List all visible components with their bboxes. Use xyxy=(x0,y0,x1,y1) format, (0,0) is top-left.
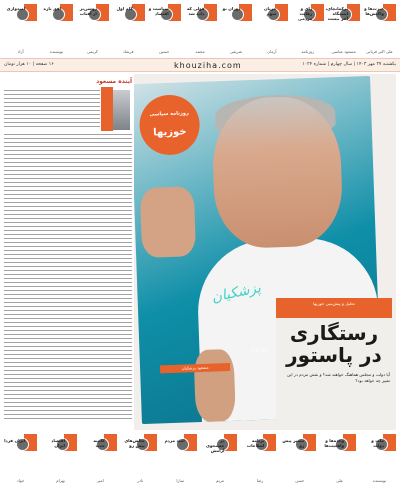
teaser-title: قولی که داده شد xyxy=(186,6,205,16)
issue-info: ۱۶ صفحه | ۱۰ هزار تومان xyxy=(4,62,54,67)
column-teaser[interactable] xyxy=(282,432,317,489)
poster-name-tag: مسعود پزشکیان xyxy=(160,363,230,373)
teaser-title: اقتصاد ایران xyxy=(51,438,65,448)
teaser-author: جواد xyxy=(16,478,25,483)
teaser-author: شریفی xyxy=(229,49,242,54)
teaser-author: فرشاد xyxy=(123,49,134,54)
poster-signature: پزشکیان xyxy=(210,279,263,306)
teaser-title: مسیر پیش رو xyxy=(282,438,305,448)
teaser-author: حسن xyxy=(295,478,305,483)
teaser-title: افق تازه xyxy=(43,6,61,11)
column-badge xyxy=(101,87,113,131)
column-teaser[interactable] xyxy=(75,2,110,57)
column-teaser[interactable] xyxy=(203,432,238,489)
main-headline[interactable]: رستگاری در پاستور xyxy=(286,321,382,367)
teaser-author: نویسنده xyxy=(372,478,387,483)
teaser-author: محمد xyxy=(195,49,205,54)
poster-face xyxy=(211,95,344,249)
teaser-title: وعده‌ها و واقعیت‌ها xyxy=(324,438,345,448)
teaser-title: روشن‌تر از آفتاب xyxy=(79,6,97,16)
teaser-author: نادر xyxy=(137,478,144,483)
teaser-author: آرمان xyxy=(267,49,277,54)
teaser-author: علی xyxy=(336,478,344,483)
column-teaser[interactable] xyxy=(322,432,357,489)
column-teaser[interactable] xyxy=(83,432,118,489)
column-teaser[interactable] xyxy=(218,2,253,57)
poster-hand-left xyxy=(140,186,196,258)
article-body-text xyxy=(4,134,132,422)
column-title: آینده مسعود xyxy=(96,78,132,85)
column-teaser[interactable] xyxy=(39,2,74,57)
poster-hand-right xyxy=(193,349,235,422)
teaser-title: سیاست و اقتصاد xyxy=(148,6,169,16)
top-columns-strip xyxy=(0,2,400,57)
author-portrait xyxy=(104,90,130,130)
teaser-title: رای و رقابت مردمی xyxy=(298,6,313,21)
lead-article-column xyxy=(4,78,132,428)
column-teaser[interactable] xyxy=(43,432,78,489)
main-headline-box[interactable] xyxy=(276,298,392,426)
teaser-author: امیر xyxy=(97,478,104,483)
cover-feature xyxy=(134,74,396,430)
column-teaser[interactable] xyxy=(183,2,218,57)
column-teaser[interactable] xyxy=(326,2,361,57)
bottom-columns-strip xyxy=(0,432,400,489)
issue-date: یکشنبه ۲۷ مهر ۱۴۰۳ | سال چهارم | شماره ۱۰۲۴ xyxy=(302,62,396,67)
teaser-author: حسین xyxy=(159,49,170,54)
logo-tagline: روزنامه سیاسی xyxy=(149,110,189,118)
column-teaser[interactable] xyxy=(362,432,397,489)
teaser-title: ترکمانچای، ایستگاه آخر نیست xyxy=(325,6,349,21)
poster-signature-sub: برای ایران xyxy=(249,347,270,354)
site-link[interactable]: khouziha.com xyxy=(174,61,242,70)
column-teaser[interactable] xyxy=(111,2,146,57)
teaser-author: مسعود عباسی xyxy=(331,49,356,54)
column-teaser[interactable] xyxy=(242,432,277,489)
teaser-title: عبرت‌ها و واکنش‌ها xyxy=(364,6,384,16)
column-teaser[interactable] xyxy=(254,2,289,57)
column-teaser[interactable] xyxy=(3,2,38,57)
teaser-title: کابینه جدید xyxy=(93,438,105,448)
teaser-author: نویسنده xyxy=(49,49,64,54)
teaser-title: در جستجوی آرامش xyxy=(206,438,225,453)
intro-text-block xyxy=(4,90,100,130)
teaser-title: امید مردم xyxy=(164,438,185,443)
newspaper-logo xyxy=(139,94,201,156)
column-teaser[interactable] xyxy=(290,2,325,57)
teaser-author: بهرام xyxy=(56,478,65,483)
teaser-title: جریان سوم xyxy=(263,6,277,16)
teaser-author: سارا xyxy=(176,478,184,483)
column-teaser[interactable] xyxy=(362,2,397,57)
teaser-author: مریم xyxy=(215,478,225,483)
teaser-author: کریمی xyxy=(86,49,98,54)
teaser-author: علی اکبر قربانی xyxy=(366,49,393,54)
teaser-title: امیدواری xyxy=(6,6,26,11)
headline-kicker: تحلیل و پیش‌بینی خوزیها xyxy=(276,298,392,318)
teaser-author: آزاد xyxy=(17,49,24,54)
masthead-infobar xyxy=(0,58,400,72)
teaser-author: روزنامه xyxy=(301,49,314,54)
teaser-title: دوران نو xyxy=(222,6,241,11)
column-teaser[interactable] xyxy=(123,432,158,489)
column-teaser[interactable] xyxy=(147,2,182,57)
teaser-title: برنامه اصلاحات xyxy=(246,438,265,448)
teaser-author: رضا xyxy=(256,478,264,483)
teaser-title: ایران فردا xyxy=(4,438,26,443)
teaser-title: ملت و دولت xyxy=(371,438,384,448)
teaser-title: چالش‌های پیش رو xyxy=(124,438,145,448)
column-teaser[interactable] xyxy=(163,432,198,489)
logo-name: خوزیها xyxy=(152,126,187,139)
teaser-title: گام اول xyxy=(116,6,133,11)
headline-subtitle: آیا دولت و مجلس هماهنگ خواهند شد؟ و نقش مردم در این تغییر چه خواهد بود؟ xyxy=(287,372,390,383)
column-teaser[interactable] xyxy=(3,432,38,489)
